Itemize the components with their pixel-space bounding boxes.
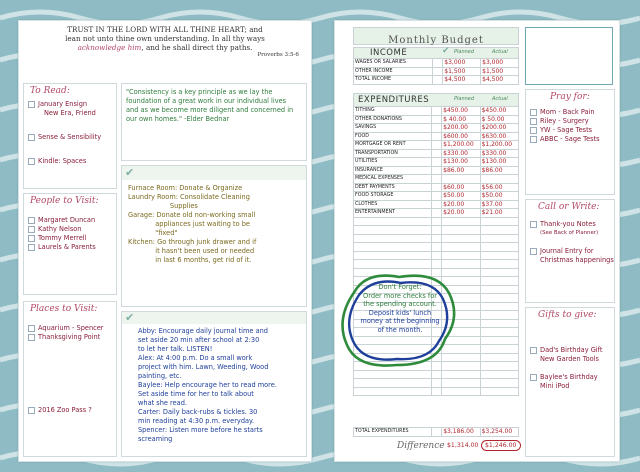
people-to-visit-list (28, 216, 114, 252)
note-line[interactable]: min reading at 4:30 p.m. everyday. (138, 417, 255, 425)
actual-cell[interactable] (480, 243, 518, 252)
row-label: MORTGAGE OR RENT (354, 141, 432, 150)
budget-title: Monthly Budget (388, 35, 484, 46)
spacer-cell (432, 158, 442, 167)
planned-cell[interactable] (442, 260, 480, 269)
income-label: INCOME (370, 48, 408, 58)
row-label: TRANSPORTATION (354, 149, 432, 158)
people-to-visit-box (23, 193, 117, 295)
row-label: TITHING (354, 107, 432, 116)
family-notes-list (138, 327, 304, 444)
spacer-cell (432, 251, 442, 260)
planned-cell[interactable] (442, 387, 480, 396)
gifts-to-give-title: Gifts to give: (538, 310, 597, 320)
list-item[interactable]: Riley - Surgery (530, 117, 612, 126)
gifts-to-give-box (525, 307, 615, 457)
pray-for-box (525, 89, 615, 195)
planned-cell[interactable]: $1,200.00 (442, 141, 480, 150)
actual-cell[interactable] (480, 379, 518, 388)
table-row (354, 209, 519, 218)
actual-cell[interactable] (480, 353, 518, 362)
planned-cell[interactable]: $20.00 (442, 200, 480, 209)
to-read-title: To Read: (30, 86, 70, 96)
row-label (354, 243, 432, 252)
table-row (354, 251, 519, 260)
family-notes-box (121, 311, 307, 457)
row-label (354, 260, 432, 269)
list-item[interactable]: Tommy Merrell (28, 234, 114, 243)
actual-cell[interactable]: $37.00 (480, 200, 518, 209)
places-to-visit-title: Places to Visit: (30, 304, 98, 314)
note-line[interactable]: what she read. (138, 399, 188, 407)
checkmark-icon: ✔ (442, 46, 450, 56)
gifts-to-give-list (530, 346, 612, 391)
spacer-cell (432, 226, 442, 235)
list-item[interactable]: (See Back of Planner) (540, 230, 599, 236)
spacer-cell (432, 183, 442, 192)
list-item[interactable]: Christmas happenings (540, 256, 614, 264)
spacer-cell (432, 107, 442, 116)
checkbox[interactable] (28, 226, 35, 233)
list-item[interactable]: 2016 Zoo Pass ? (28, 406, 114, 415)
list-item[interactable] (530, 238, 612, 247)
checkbox[interactable] (530, 221, 537, 228)
note-line: of the month. (377, 325, 423, 334)
spacer-cell (432, 149, 442, 158)
list-item[interactable]: Aquarium - Spencer (28, 324, 114, 333)
row-label (354, 387, 432, 396)
table-row (354, 379, 519, 388)
actual-cell[interactable] (480, 345, 518, 354)
checkbox[interactable] (28, 325, 35, 332)
pray-for-list (530, 108, 612, 144)
actual-cell[interactable]: $ 50.00 (480, 115, 518, 124)
note-line[interactable]: Set aside time for her to talk about (138, 390, 254, 398)
expenditures-planned-label: Planned (454, 96, 475, 102)
checkbox[interactable] (28, 217, 35, 224)
checkmark-icon: ✔ (125, 311, 135, 324)
task-line[interactable]: Garage: Donate old non-working small (128, 211, 256, 219)
note-line: Deposit kids' lunch (368, 308, 432, 317)
list-item[interactable]: Mini iPod (540, 382, 570, 390)
difference-actual[interactable]: $1,246.00 (481, 440, 521, 451)
budget-title-bar (353, 27, 519, 45)
quote-line: and as we become more diligent and concerned in (126, 106, 294, 114)
places-to-visit-list (28, 324, 114, 415)
planned-cell[interactable]: $20.00 (442, 209, 480, 218)
planned-cell[interactable]: $86.00 (442, 166, 480, 175)
row-label: TOTAL INCOME (354, 76, 433, 85)
note-line[interactable]: Alex: At 4:00 p.m. Do a small work (138, 354, 253, 362)
scripture-emphasis: acknowledge him (77, 43, 142, 52)
pray-for-title: Pray for: (550, 92, 590, 102)
total-actual-cell[interactable]: $3,254.00 (480, 428, 518, 437)
places-to-visit-box (23, 301, 117, 457)
total-planned-cell[interactable]: $3,186.00 (442, 428, 480, 437)
note-line[interactable]: set aside 20 min after school at 2:30 (138, 336, 260, 344)
table-row (354, 260, 519, 269)
note-line[interactable]: to let her talk. LISTEN! (138, 345, 213, 353)
planned-cell[interactable]: $60.00 (442, 183, 480, 192)
table-row (354, 132, 519, 141)
left-planner-page (18, 20, 312, 462)
actual-cell[interactable] (480, 328, 518, 337)
list-item[interactable] (28, 369, 114, 378)
table-row (354, 166, 519, 175)
row-label: INSURANCE (354, 166, 432, 175)
row-label: CLOTHES (354, 200, 432, 209)
actual-cell[interactable]: $1,200.00 (480, 141, 518, 150)
note-line: money at the beginning (360, 317, 440, 326)
income-planned-label: Planned (454, 49, 475, 55)
checkbox[interactable] (530, 109, 537, 116)
task-line[interactable]: "fixed" (128, 229, 178, 237)
scripture-text: , and he shall direct thy paths. (141, 43, 253, 52)
planned-cell[interactable] (442, 379, 480, 388)
call-or-write-list (530, 220, 612, 265)
actual-cell[interactable]: $130.00 (480, 158, 518, 167)
note-line[interactable]: Abby: Encourage daily journal time and (138, 327, 268, 335)
note-line: Order more checks for (363, 291, 437, 300)
actual-cell[interactable] (480, 175, 518, 184)
spacer-cell (432, 175, 442, 184)
spacer-cell (432, 200, 442, 209)
table-row (354, 428, 519, 437)
spacer-cell (432, 243, 442, 252)
planned-cell[interactable]: $130.00 (442, 158, 480, 167)
row-label (354, 251, 432, 260)
actual-cell[interactable]: $1,500 (481, 67, 519, 76)
actual-cell[interactable]: $630.00 (480, 132, 518, 141)
planned-cell[interactable]: $200.00 (442, 124, 480, 133)
note-line[interactable]: screaming (138, 435, 173, 443)
table-row (354, 59, 519, 68)
tasks-list (128, 184, 304, 265)
actual-cell[interactable] (480, 387, 518, 396)
spacer-cell (432, 132, 442, 141)
list-item[interactable]: Journal Entry for (530, 247, 612, 256)
table-row (354, 387, 519, 396)
actual-cell[interactable] (480, 268, 518, 277)
income-table (353, 58, 519, 85)
actual-cell[interactable] (480, 362, 518, 371)
checkbox[interactable] (28, 101, 35, 108)
spacer-cell (432, 209, 442, 218)
checkbox[interactable] (530, 127, 537, 134)
list-item[interactable]: Thank-you Notes (530, 220, 612, 229)
table-row (354, 158, 519, 167)
checkbox[interactable] (530, 136, 537, 143)
list-item[interactable]: Kathy Nelson (28, 225, 114, 234)
table-row (354, 76, 519, 85)
list-item[interactable] (28, 142, 114, 151)
task-line[interactable]: in last 6 months, get rid of it. (128, 256, 252, 264)
task-line[interactable]: Furnace Room: Donate & Organize (128, 184, 243, 192)
list-item[interactable]: Baylee's Birthday (530, 373, 612, 382)
checkbox[interactable] (28, 334, 35, 341)
spacer-cell (432, 387, 442, 396)
planned-cell[interactable] (442, 243, 480, 252)
actual-cell[interactable]: $450.00 (480, 107, 518, 116)
list-item[interactable] (28, 360, 114, 369)
people-to-visit-title: People to Visit: (30, 196, 99, 206)
actual-cell[interactable] (480, 251, 518, 260)
spacer-cell (432, 379, 442, 388)
scripture-line (25, 43, 305, 52)
row-label (354, 234, 432, 243)
table-row (354, 217, 519, 226)
table-row (354, 175, 519, 184)
table-row (354, 115, 519, 124)
scripture-line: TRUST IN THE LORD WITH ALL THINE HEART; and (67, 25, 263, 34)
spacer-cell (432, 115, 442, 124)
quote-line: "Consistency is a key principle as we lay the (126, 88, 273, 96)
list-item[interactable]: YW - Sage Tests (530, 126, 612, 135)
checkbox[interactable] (28, 244, 35, 251)
row-label (354, 226, 432, 235)
spacer-cell (432, 124, 442, 133)
table-row (354, 226, 519, 235)
row-label: WAGES OR SALARIES (354, 59, 433, 68)
table-row (354, 67, 519, 76)
table-row (354, 243, 519, 252)
row-label (354, 217, 432, 226)
list-item[interactable]: ABBC - Sage Tests (530, 135, 612, 144)
spacer-cell (432, 260, 442, 269)
actual-cell[interactable]: $4,500 (481, 76, 519, 85)
list-item[interactable]: Sense & Sensibility (28, 133, 114, 142)
actual-cell[interactable]: $21.00 (480, 209, 518, 218)
task-line[interactable]: Kitchen: Go through junk drawer and if (128, 238, 257, 246)
table-row (354, 141, 519, 150)
planned-cell[interactable] (442, 234, 480, 243)
actual-cell[interactable] (480, 234, 518, 243)
actual-cell[interactable]: $56.00 (480, 183, 518, 192)
quote-line: our own homes." -Elder Bednar (126, 115, 230, 123)
to-read-box (23, 83, 117, 189)
list-item[interactable]: Dad's Birthday Gift (530, 346, 612, 355)
call-or-write-box (525, 199, 615, 303)
actual-cell[interactable]: $200.00 (480, 124, 518, 133)
task-line[interactable]: it hasn't been used or needed (128, 247, 255, 255)
note-line[interactable]: painting, etc. (138, 372, 182, 380)
actual-cell[interactable] (480, 294, 518, 303)
list-item[interactable]: Kindle: Spaces (28, 157, 114, 166)
quote-line: foundation of a great work in our individual lives (126, 97, 287, 105)
row-label: SAVINGS (354, 124, 432, 133)
tasks-header-bar (122, 166, 306, 180)
actual-cell[interactable]: $50.00 (480, 192, 518, 201)
actual-cell[interactable] (480, 226, 518, 235)
row-label: FOOD (354, 132, 432, 141)
planned-cell[interactable] (442, 217, 480, 226)
note-title: Don't Forget: (378, 283, 422, 291)
row-label: UTILITIES (354, 158, 432, 167)
checkbox[interactable] (28, 407, 35, 414)
list-item[interactable]: Margaret Duncan (28, 216, 114, 225)
actual-cell[interactable] (480, 217, 518, 226)
actual-cell[interactable] (480, 285, 518, 294)
row-label (354, 379, 432, 388)
quote-text (126, 88, 304, 124)
table-row (354, 107, 519, 116)
scripture-reference: Proverbs 3:5-6 (257, 52, 299, 58)
spacer-cell (432, 234, 442, 243)
list-item[interactable]: New Era, Friend (44, 109, 96, 117)
checkmark-icon: ✔ (125, 166, 135, 179)
row-label: DEBT PAYMENTS (354, 183, 432, 192)
spacer-cell (432, 192, 442, 201)
table-row (354, 183, 519, 192)
total-label: TOTAL EXPENDITURES (354, 428, 432, 437)
list-item[interactable] (28, 351, 114, 360)
task-line[interactable]: appliances just waiting to be (128, 220, 250, 228)
income-actual-label: Actual (492, 49, 508, 55)
list-item[interactable] (28, 378, 114, 387)
difference-planned[interactable]: $1,314.00 (447, 442, 479, 449)
planned-cell[interactable]: $330.00 (442, 149, 480, 158)
actual-cell[interactable] (480, 260, 518, 269)
note-line[interactable]: Baylee: Help encourage her to read more. (138, 381, 277, 389)
planned-cell[interactable]: $600.00 (442, 132, 480, 141)
list-item[interactable]: Mom - Back Pain (530, 108, 612, 117)
task-line[interactable]: Laundry Room: Consolidate Cleaning (128, 193, 250, 201)
difference-row (353, 439, 519, 455)
planned-cell[interactable]: $50.00 (442, 192, 480, 201)
row-label: ENTERTAINMENT (354, 209, 432, 218)
table-row (354, 192, 519, 201)
table-row (354, 149, 519, 158)
actual-cell[interactable] (480, 311, 518, 320)
notes-header-bar (122, 312, 306, 324)
list-item[interactable] (28, 342, 114, 351)
checkbox[interactable] (530, 374, 537, 381)
checkbox[interactable] (28, 158, 35, 165)
planned-cell[interactable] (442, 251, 480, 260)
planned-cell[interactable]: $ 40.00 (442, 115, 480, 124)
spacer-cell (432, 141, 442, 150)
checkbox[interactable] (28, 235, 35, 242)
dont-forget-note (359, 283, 441, 335)
list-item[interactable]: New Garden Tools (540, 355, 599, 363)
row-label: OTHER INCOME (354, 67, 433, 76)
row-label: FOOD STORAGE (354, 192, 432, 201)
planned-cell[interactable]: $1,500 (443, 67, 481, 76)
checkbox[interactable] (530, 347, 537, 354)
tasks-box (121, 165, 307, 307)
right-planner-page (334, 20, 620, 462)
actual-cell[interactable] (480, 319, 518, 328)
planned-cell[interactable]: $450.00 (442, 107, 480, 116)
expenditures-actual-label: Actual (492, 96, 508, 102)
note-line: the spending account. (363, 300, 437, 309)
actual-cell[interactable]: $86.00 (480, 166, 518, 175)
note-line[interactable]: Spencer: Listen more before he starts (138, 426, 263, 434)
row-label: OTHER DONATIONS (354, 115, 432, 124)
list-item[interactable] (530, 364, 612, 373)
scripture-block (25, 25, 305, 59)
call-or-write-title: Call or Write: (538, 202, 600, 212)
budget-photo-box (525, 27, 613, 85)
checkbox[interactable] (530, 248, 537, 255)
list-item[interactable]: January Ensign (28, 100, 114, 109)
spacer-cell (432, 217, 442, 226)
note-line[interactable]: Carter: Daily back-rubs & tickles. 30 (138, 408, 258, 416)
checkbox[interactable] (530, 118, 537, 125)
list-item[interactable] (28, 118, 114, 127)
actual-cell[interactable] (480, 277, 518, 286)
row-label: MEDICAL EXPENSES (354, 175, 432, 184)
table-row (354, 124, 519, 133)
actual-cell[interactable] (480, 370, 518, 379)
scripture-line: lean not unto thine own understanding. In all thy ways (65, 34, 265, 43)
actual-cell[interactable] (480, 336, 518, 345)
difference-label: Difference (397, 441, 445, 451)
note-line[interactable]: project with him. Lawn, Weeding, Wood (138, 363, 269, 371)
expenditures-header (353, 93, 519, 107)
actual-cell[interactable]: $3,000 (481, 59, 519, 68)
table-row (354, 234, 519, 243)
expenditures-label: EXPENDITURES (358, 95, 430, 105)
planned-cell[interactable] (442, 226, 480, 235)
list-item[interactable] (28, 387, 114, 396)
planned-cell[interactable]: $3,000 (443, 59, 481, 68)
total-expenditures-table (353, 427, 519, 437)
actual-cell[interactable] (480, 302, 518, 311)
table-row (354, 200, 519, 209)
spacer-cell (432, 166, 442, 175)
list-item[interactable]: Laurels & Parents (28, 243, 114, 252)
planned-cell[interactable] (442, 175, 480, 184)
actual-cell[interactable]: $330.00 (480, 149, 518, 158)
planned-cell[interactable]: $4,500 (443, 76, 481, 85)
checkbox[interactable] (28, 134, 35, 141)
task-line[interactable]: Supplies (128, 202, 198, 210)
to-read-list (28, 100, 114, 166)
list-item[interactable]: Thanksgiving Point (28, 333, 114, 342)
quote-box (121, 83, 307, 161)
